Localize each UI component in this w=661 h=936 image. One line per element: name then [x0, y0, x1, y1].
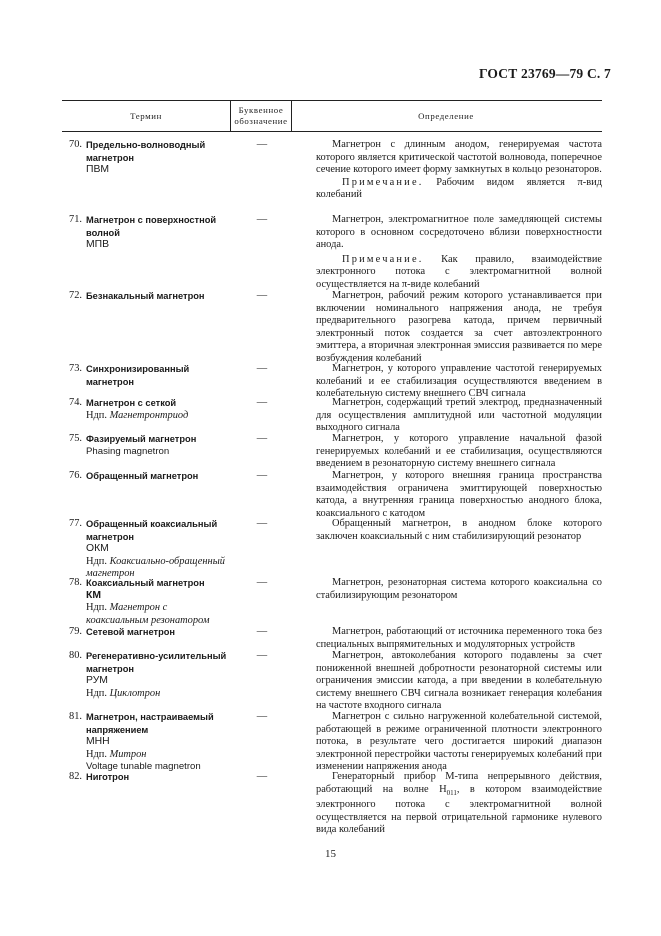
term-name: Магнетрон с поверхностной волной: [86, 215, 217, 238]
term-cell: [86, 626, 230, 639]
definition-body-end: , в котором взаимодействие электронного потока с электромагнитной волной осуществляется на первой отрицательной гармонике нулевого вида колебаний: [316, 783, 602, 836]
term-cell: [86, 139, 230, 177]
term-abbreviation: РУМ: [86, 675, 108, 687]
definition-body-start: Генераторный прибор М-типа непрерывного действия, работающий на волне H: [316, 771, 602, 795]
entry-number: 76.: [69, 470, 82, 481]
page-number: 15: [325, 848, 336, 860]
abbreviation-dash: —: [256, 771, 268, 782]
entry-number: 72.: [69, 290, 82, 301]
definition-text: Магнетрон, рабочий режим которого устанавливается при включении номинального напряжения анода, не требуя предварительного разогрева катода, причем первичный электронный поток создается за счет автоэлектронного эмиттера, а вторичная электронная эмиссия развивается по мере возбуждения колебаний: [316, 290, 602, 364]
definition-text: [316, 214, 602, 292]
abbreviation-dash: —: [256, 626, 268, 637]
term-cell: [86, 290, 230, 303]
column-header-definition: Определение: [418, 111, 474, 121]
entry-number: 79.: [69, 626, 82, 637]
term-abbreviation: КМ: [86, 589, 101, 601]
term-cell: [86, 711, 230, 774]
definition-text: Магнетрон, содержащий третий электрод, предназначенный для осуществления амплитудной или частотной модуляции выходного сигнала: [316, 397, 602, 434]
term-name: Ниготрон: [86, 772, 130, 782]
term-name: Фазируемый магнетрон: [86, 434, 197, 444]
abbreviation-dash: —: [256, 433, 268, 444]
synonym-text: Коаксиально-обращенный магнетрон: [86, 555, 225, 580]
definition-text: Магнетрон с сильно нагруженной колебательной системой, работающей в режиме ограниченной плотности электронного потока, в результате чего достигается широкий диапазон электронной перестройки частоты генерируемых колебаний при изменении напряжения анода: [316, 711, 602, 773]
document-reference: ГОСТ 23769—79 С. 7: [478, 66, 611, 81]
abbreviation-dash: —: [256, 397, 268, 408]
definition-text: Магнетрон, резонаторная система которого коаксиальна со стабилизирующим резонатором: [316, 577, 602, 601]
abbreviation-dash: —: [256, 650, 268, 661]
entry-number: 81.: [69, 711, 82, 722]
term-name: Синхронизированный магнетрон: [86, 364, 190, 387]
definition-body: Магнетрон, электромагнитное поле замедляющей системы которого в основном сосредоточено вблизи поверхностности анода.: [316, 214, 602, 251]
abbreviation-dash: —: [256, 711, 268, 722]
synonym-text: Циклотрон: [109, 687, 161, 699]
term-name: Безнакальный магнетрон: [86, 291, 205, 301]
note-text: Как правило, взаимодействие электронного потока с электромагнитной волной осуществляется на π-виде колебаний: [316, 253, 602, 290]
note-text: Рабочим видом является π-вид колебаний: [316, 176, 602, 201]
note-label: Примечание.: [342, 253, 424, 265]
ndp-label: Ндп.: [86, 409, 107, 421]
term-name: Сетевой магнетрон: [86, 627, 176, 637]
definition-text: Магнетрон, работающий от источника переменного тока без специальных выпрямительных и модуляторных устройств: [316, 626, 602, 650]
term-cell: [86, 363, 230, 388]
term-abbreviation: МПВ: [86, 239, 110, 251]
abbreviation-dash: —: [256, 139, 268, 150]
definition-text: [316, 771, 602, 837]
abbreviation-dash: —: [256, 470, 268, 481]
ndp-label: Ндп.: [86, 555, 107, 567]
term-cell: [86, 433, 230, 458]
definition-text: Магнетрон, у которого управление начальной фазой генерируемых колебаний и ее стабилизация, осуществляются введением в резонаторную систему внешнего сигнала: [316, 433, 602, 470]
definition-note: [316, 254, 602, 292]
definition-note: [316, 177, 602, 202]
definition-text: [316, 139, 602, 202]
wave-mode-subscript: 011: [446, 788, 457, 797]
term-cell: [86, 214, 230, 252]
entry-number: 74.: [69, 397, 82, 408]
deprecated-synonym: [86, 688, 230, 701]
abbreviation-dash: —: [256, 290, 268, 301]
definition-text: Обращенный магнетрон, в анодном блоке которого заключен коаксиальный с ним стабилизирующий резонатор: [316, 518, 602, 542]
term-cell: [86, 518, 230, 581]
definition-text: Магнетрон, у которого управление частотой генерируемых колебаний и ее стабилизация осуществляются введением в колебательную систему внешнего СВЧ сигнала: [316, 363, 602, 400]
abbreviation-dash: —: [256, 363, 268, 374]
entry-number: 80.: [69, 650, 82, 661]
ndp-label: Ндп.: [86, 748, 107, 760]
entry-number: 82.: [69, 771, 82, 782]
definition-text: Магнетрон, у которого внешняя граница пространства взаимодействия ограничена эмиттирующей поверхностью катода, а внутренняя граница поверхностью анодного блока, коаксиального с катодом: [316, 470, 602, 519]
definition-text: Магнетрон, автоколебания которого подавлены за счет пониженной внешней добротности резонаторной системы или ограничения эмиссии катода, а при введении в колебательную систему внешнего СВЧ сигнала возникает генерация колебания на частоте входного сигнала: [316, 650, 602, 712]
synonym-text: Магнетрон с коаксиальным резонатором: [86, 602, 210, 626]
english-equivalent: Phasing magnetron: [86, 445, 170, 457]
term-cell: [86, 650, 230, 700]
term-abbreviation: ПВМ: [86, 164, 110, 176]
term-name: Обращенный магнетрон: [86, 471, 199, 481]
term-name: Регенеративно-усилительный магнетрон: [86, 651, 227, 674]
entry-number: 70.: [69, 139, 82, 150]
deprecated-synonym: [86, 749, 230, 762]
abbreviation-dash: —: [256, 577, 268, 588]
term-abbreviation: ОКМ: [86, 543, 109, 555]
term-cell: [86, 470, 230, 483]
entry-number: 75.: [69, 433, 82, 444]
table-header: [62, 100, 602, 132]
english-equivalent: Voltage tunable magnetron: [86, 761, 201, 773]
abbreviation-dash: —: [256, 214, 268, 225]
term-name: Коаксиальный магнетрон: [86, 578, 205, 588]
term-name: Магнетрон, настраиваемый напряжением: [86, 712, 214, 735]
entry-number: 73.: [69, 363, 82, 374]
deprecated-synonym: [86, 602, 230, 627]
term-cell: [86, 397, 230, 422]
definition-body: Магнетрон с длинным анодом, генерируемая частота которого является критической частотой волновода, поперечное сечение которого имеет форму замкнутых в кольцо резонаторов.: [316, 139, 602, 176]
abbreviation-dash: —: [256, 518, 268, 529]
entry-number: 78.: [69, 577, 82, 588]
ndp-label: Ндп.: [86, 687, 107, 699]
ndp-label: Ндп.: [86, 602, 107, 614]
entry-number: 77.: [69, 518, 82, 529]
term-name: Предельно-волноводный магнетрон: [86, 140, 206, 163]
term-name: Обращенный коаксиальный магнетрон: [86, 519, 218, 542]
term-name: Магнетрон с сеткой: [86, 398, 177, 408]
term-abbreviation: МНН: [86, 736, 110, 748]
note-label: Примечание.: [342, 176, 424, 188]
synonym-text: Митрон: [109, 748, 147, 760]
synonym-text: Магнетронтриод: [109, 409, 189, 421]
term-cell: [86, 771, 230, 784]
column-header-abbreviation: Буквенное обозначение: [230, 101, 292, 131]
column-header-term: Термин: [130, 111, 162, 121]
entry-number: 71.: [69, 214, 82, 225]
term-cell: [86, 577, 230, 627]
deprecated-synonym: [86, 410, 230, 423]
